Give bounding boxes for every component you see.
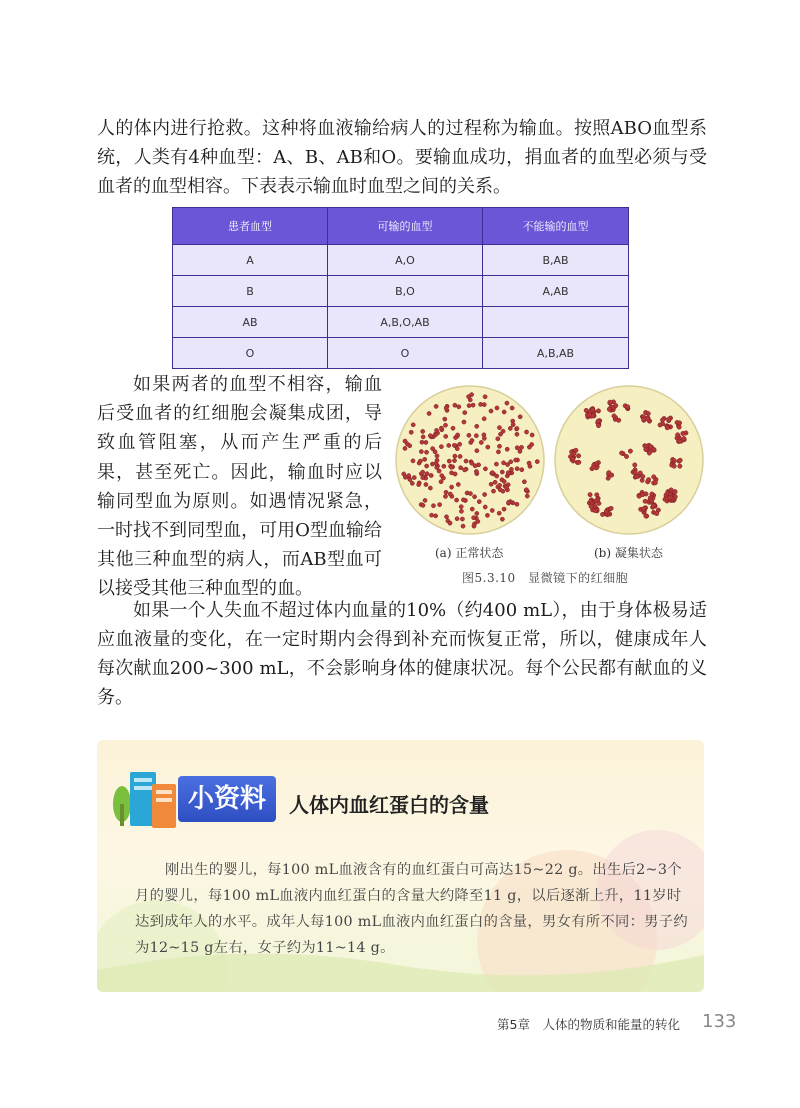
- red-cell: [584, 408, 588, 412]
- table-cell: O: [173, 338, 328, 369]
- red-cell: [644, 514, 648, 518]
- red-cell: [506, 471, 510, 475]
- red-cell: [417, 483, 421, 487]
- red-cell: [438, 503, 442, 507]
- red-cell: [429, 513, 433, 517]
- red-cell: [461, 498, 465, 502]
- red-cell: [458, 454, 462, 458]
- red-cell: [403, 439, 407, 443]
- column-header: 可输的血型: [328, 208, 483, 245]
- red-cell: [528, 464, 532, 468]
- red-cell: [448, 492, 452, 496]
- red-cell: [509, 467, 513, 471]
- red-cell: [652, 475, 656, 479]
- normal-red-cells-image: [394, 384, 546, 536]
- red-cell: [435, 465, 439, 469]
- red-cell: [444, 406, 448, 410]
- red-cell: [440, 474, 444, 478]
- red-cell: [660, 418, 664, 422]
- red-cell: [494, 462, 498, 466]
- red-cell: [408, 477, 412, 481]
- red-cell: [439, 480, 443, 484]
- red-cell: [479, 440, 483, 444]
- red-cell: [489, 482, 493, 486]
- red-cell: [435, 454, 439, 458]
- red-cell: [489, 409, 493, 413]
- red-cell: [515, 502, 519, 506]
- red-cell: [462, 420, 466, 424]
- red-cell: [624, 454, 628, 458]
- red-cell: [425, 464, 429, 468]
- red-cell: [506, 483, 510, 487]
- red-cell: [431, 504, 435, 508]
- red-cell: [411, 423, 415, 427]
- red-cell: [453, 472, 457, 476]
- red-cell: [483, 395, 487, 399]
- red-cell: [474, 434, 478, 438]
- red-cell: [428, 434, 432, 438]
- red-cell: [596, 419, 600, 423]
- red-cell: [493, 480, 497, 484]
- red-cell: [672, 459, 676, 463]
- red-cell: [447, 459, 451, 463]
- red-cell: [651, 504, 655, 508]
- red-cell: [439, 445, 443, 449]
- red-cell: [641, 474, 645, 478]
- red-cell: [572, 452, 576, 456]
- figure-subcaption-agglutinated: (b) 凝集状态: [594, 546, 663, 560]
- red-cell: [496, 450, 500, 454]
- red-cell: [421, 503, 425, 507]
- red-cell: [647, 451, 651, 455]
- red-cell: [428, 486, 432, 490]
- table-row: [173, 338, 629, 369]
- red-cell: [505, 462, 509, 466]
- red-cell: [658, 423, 662, 427]
- red-cell: [452, 458, 456, 462]
- red-cell: [479, 402, 483, 406]
- red-cell: [592, 465, 596, 469]
- red-cell: [604, 509, 608, 513]
- red-cell: [424, 450, 428, 454]
- red-cell: [473, 464, 477, 468]
- red-cell: [418, 459, 422, 463]
- red-cell: [650, 498, 654, 502]
- red-cell: [593, 508, 597, 512]
- column-header: 不能输的血型: [483, 208, 629, 245]
- red-cell: [501, 461, 505, 465]
- red-cell: [486, 445, 490, 449]
- red-cell: [491, 489, 495, 493]
- red-cell: [483, 505, 487, 509]
- red-cell: [609, 506, 613, 510]
- red-cell: [443, 494, 447, 498]
- red-cell: [576, 454, 580, 458]
- red-cell: [500, 470, 504, 474]
- red-cell: [463, 410, 467, 414]
- red-cell: [607, 470, 611, 474]
- table-cell: O: [328, 338, 483, 369]
- red-cell: [596, 409, 600, 413]
- red-cell: [505, 447, 509, 451]
- red-cell: [453, 403, 457, 407]
- red-cell: [669, 488, 673, 492]
- info-box-tag: 小资料: [178, 776, 276, 822]
- red-cell: [515, 446, 519, 450]
- red-cell: [467, 433, 471, 437]
- red-cell: [425, 472, 429, 476]
- red-cell: [518, 415, 522, 419]
- red-cell: [459, 509, 463, 513]
- red-cell: [643, 499, 647, 503]
- red-cell: [475, 449, 479, 453]
- red-cell: [625, 405, 629, 409]
- red-cell: [439, 426, 443, 430]
- red-cell: [608, 400, 612, 404]
- agglutinated-red-cells-image: [553, 384, 705, 536]
- red-cell: [497, 444, 501, 448]
- red-cell: [470, 438, 474, 442]
- red-cell: [444, 515, 448, 519]
- red-cell: [421, 429, 425, 433]
- red-cell: [424, 440, 428, 444]
- red-cell: [502, 507, 506, 511]
- page-number: 133: [702, 1011, 737, 1032]
- red-cell: [646, 477, 650, 481]
- column-header: 患者血型: [173, 208, 328, 245]
- red-cell: [518, 449, 522, 453]
- red-cell: [505, 401, 509, 405]
- red-cell: [421, 476, 425, 480]
- red-cell: [500, 517, 504, 521]
- table-cell: A,B,AB: [483, 338, 629, 369]
- red-cell: [535, 459, 539, 463]
- red-cell: [468, 491, 472, 495]
- red-cell: [495, 474, 499, 478]
- red-cell: [434, 404, 438, 408]
- red-cell: [449, 485, 453, 489]
- red-cell: [456, 433, 460, 437]
- red-cell: [470, 507, 474, 511]
- red-cell: [496, 437, 500, 441]
- red-cell: [403, 446, 407, 450]
- blood-type-table: [172, 207, 629, 369]
- red-cell: [471, 403, 475, 407]
- red-cell: [477, 500, 481, 504]
- red-cell: [402, 472, 406, 476]
- red-cell: [444, 490, 448, 494]
- red-cell: [434, 428, 438, 432]
- red-cell: [524, 430, 528, 434]
- red-cell: [677, 425, 681, 429]
- red-cell: [454, 498, 458, 502]
- red-cell: [447, 443, 451, 447]
- red-cell: [646, 411, 650, 415]
- red-cell: [497, 511, 501, 515]
- red-cell: [672, 464, 676, 468]
- table-cell: B: [173, 276, 328, 307]
- red-cell: [522, 480, 526, 484]
- red-cell: [498, 432, 502, 436]
- table-cell: AB: [173, 307, 328, 338]
- footer-chapter-title: 第5章 人体的物质和能量的转化: [497, 1017, 680, 1032]
- red-cell: [409, 430, 413, 434]
- red-cell: [466, 395, 470, 399]
- red-cell: [633, 470, 637, 474]
- figure-caption: 图5.3.10 显微镜下的红细胞: [462, 571, 629, 585]
- red-cell: [588, 492, 592, 496]
- table-header-row: [173, 208, 629, 245]
- red-cell: [667, 417, 671, 421]
- red-cell: [464, 459, 468, 463]
- incompatibility-paragraph: 如果两者的血型不相容，输血后受血者的红细胞会凝集成团，导致血管阻塞，从而产生严重的后果，甚至死亡。因此，输血时应以输同型血为原则。如遇情况紧急，一时找不到同型血，可用O型血输给其他三种血型的病人，而AB型血可以接受其他三种血型的血。: [97, 374, 382, 600]
- red-cell: [600, 512, 604, 516]
- table-cell: A,AB: [483, 276, 629, 307]
- red-cell: [423, 498, 427, 502]
- red-cell: [423, 457, 427, 461]
- table-cell: B,AB: [483, 245, 629, 276]
- red-cell: [530, 433, 534, 437]
- red-cell: [443, 423, 447, 427]
- red-cell: [508, 426, 512, 430]
- red-cell: [678, 458, 682, 462]
- red-cell: [507, 500, 511, 504]
- red-cell: [520, 468, 524, 472]
- red-cell: [459, 466, 463, 470]
- red-cell: [475, 511, 479, 515]
- red-cell: [682, 436, 686, 440]
- red-cell: [482, 417, 486, 421]
- red-cell: [640, 492, 644, 496]
- red-cell: [596, 423, 600, 427]
- red-cell: [497, 483, 501, 487]
- red-cell: [519, 445, 523, 449]
- table-cell: [483, 307, 629, 338]
- table-cell: A,B,O,AB: [328, 307, 483, 338]
- red-cell: [460, 517, 464, 521]
- red-cell: [577, 460, 581, 464]
- red-cell: [589, 504, 593, 508]
- red-cell: [655, 511, 659, 515]
- red-cell: [515, 426, 519, 430]
- table-cell: B,O: [328, 276, 483, 307]
- red-cell: [645, 417, 649, 421]
- red-cell: [472, 524, 476, 528]
- red-cell: [421, 470, 425, 474]
- red-cell: [455, 517, 459, 521]
- red-cell: [411, 459, 415, 463]
- red-cell: [490, 508, 494, 512]
- red-cell: [421, 435, 425, 439]
- red-cell: [502, 479, 506, 483]
- red-cell: [595, 493, 599, 497]
- red-cell: [515, 467, 519, 471]
- red-cell: [612, 414, 616, 418]
- red-cell: [511, 423, 515, 427]
- red-cell: [633, 463, 637, 467]
- red-cell: [443, 417, 447, 421]
- table-cell: A: [173, 245, 328, 276]
- red-cell: [453, 454, 457, 458]
- red-cell: [678, 464, 682, 468]
- figure-subcaption-normal: (a) 正常状态: [435, 546, 504, 560]
- red-cell: [448, 521, 452, 525]
- red-cell: [442, 464, 446, 468]
- red-cell: [668, 495, 672, 499]
- red-cell: [673, 495, 677, 499]
- red-cell: [495, 406, 499, 410]
- red-cell: [648, 445, 652, 449]
- red-cell: [653, 481, 657, 485]
- red-cell: [628, 449, 632, 453]
- table-row: [173, 276, 629, 307]
- red-cell: [424, 482, 428, 486]
- donation-paragraph: 如果一个人失血不超过体内血量的10%（约400 mL），由于身体极易适应血液量的变化，在一定时期内会得到补充而恢复正常，所以，健康成年人每次献血200~300 mL，不会影响身体的健康状况。每个公民都有献血的义务。: [97, 600, 707, 708]
- red-cell: [472, 495, 476, 499]
- red-cell: [451, 426, 455, 430]
- red-cell: [407, 473, 411, 477]
- red-cell: [472, 516, 476, 520]
- red-cell: [420, 440, 424, 444]
- red-cell: [455, 447, 459, 451]
- intro-paragraph: 人的体内进行抢救。这种将血液输给病人的过程称为输血。按照ABO血型系统，人类有4种血型：A、B、AB和O。要输血成功，捐血者的血型必须与受血者的血型相容。下表表示输血时血型之间的关系。: [97, 118, 707, 197]
- red-cell: [410, 481, 414, 485]
- red-cell: [597, 501, 601, 505]
- red-cell: [419, 449, 423, 453]
- info-box-heading: 人体内血红蛋白的含量: [289, 793, 489, 817]
- red-cell: [510, 406, 514, 410]
- red-cell: [458, 442, 462, 446]
- red-cell: [665, 426, 669, 430]
- red-cell: [433, 450, 437, 454]
- red-cell: [475, 424, 479, 428]
- table-row: [173, 245, 629, 276]
- red-cell: [524, 488, 528, 492]
- table-cell: A,O: [328, 245, 483, 276]
- red-cell: [483, 492, 487, 496]
- red-cell: [456, 482, 460, 486]
- red-cell: [644, 447, 648, 451]
- red-cell: [497, 426, 501, 430]
- red-cell: [606, 476, 610, 480]
- red-cell: [459, 505, 463, 509]
- red-cell: [482, 433, 486, 437]
- red-cell: [570, 457, 574, 461]
- red-cell: [474, 469, 478, 473]
- red-cell: [429, 473, 433, 477]
- red-cell: [502, 410, 506, 414]
- red-cell: [412, 475, 416, 479]
- red-cell: [515, 432, 519, 436]
- red-cell: [587, 412, 591, 416]
- red-cell: [467, 403, 471, 407]
- red-cell: [607, 407, 611, 411]
- red-cell: [675, 433, 679, 437]
- red-cell: [677, 439, 681, 443]
- red-cell: [642, 506, 646, 510]
- red-cell: [462, 468, 466, 472]
- books-icon: [108, 764, 178, 834]
- red-cell: [449, 465, 453, 469]
- red-cell: [514, 458, 518, 462]
- red-cell: [485, 513, 489, 517]
- red-cell: [434, 514, 438, 518]
- red-cell: [681, 431, 685, 435]
- red-cell: [527, 445, 531, 449]
- red-cell: [457, 405, 461, 409]
- red-cell: [490, 471, 494, 475]
- table-row: [173, 307, 629, 338]
- red-cell: [461, 524, 465, 528]
- red-cell: [430, 462, 434, 466]
- red-cell: [525, 494, 529, 498]
- red-cell: [677, 421, 681, 425]
- red-cell: [590, 407, 594, 411]
- info-box-text: 刚出生的婴儿，每100 mL血液含有的血红蛋白可高达15~22 g。出生后2~3个月的婴儿，每100 mL血液内血红蛋白的含量大约降至11 g，以后逐渐上升，11岁时达到成年人的水平。成年人每100 mL血液内血红蛋白的含量，男女有所不同：男子约为12~15 g左右，女子约为11~14 g。: [135, 862, 688, 956]
- red-cell: [427, 411, 431, 415]
- red-cell: [444, 434, 448, 438]
- red-cell: [483, 467, 487, 471]
- red-cell: [619, 451, 623, 455]
